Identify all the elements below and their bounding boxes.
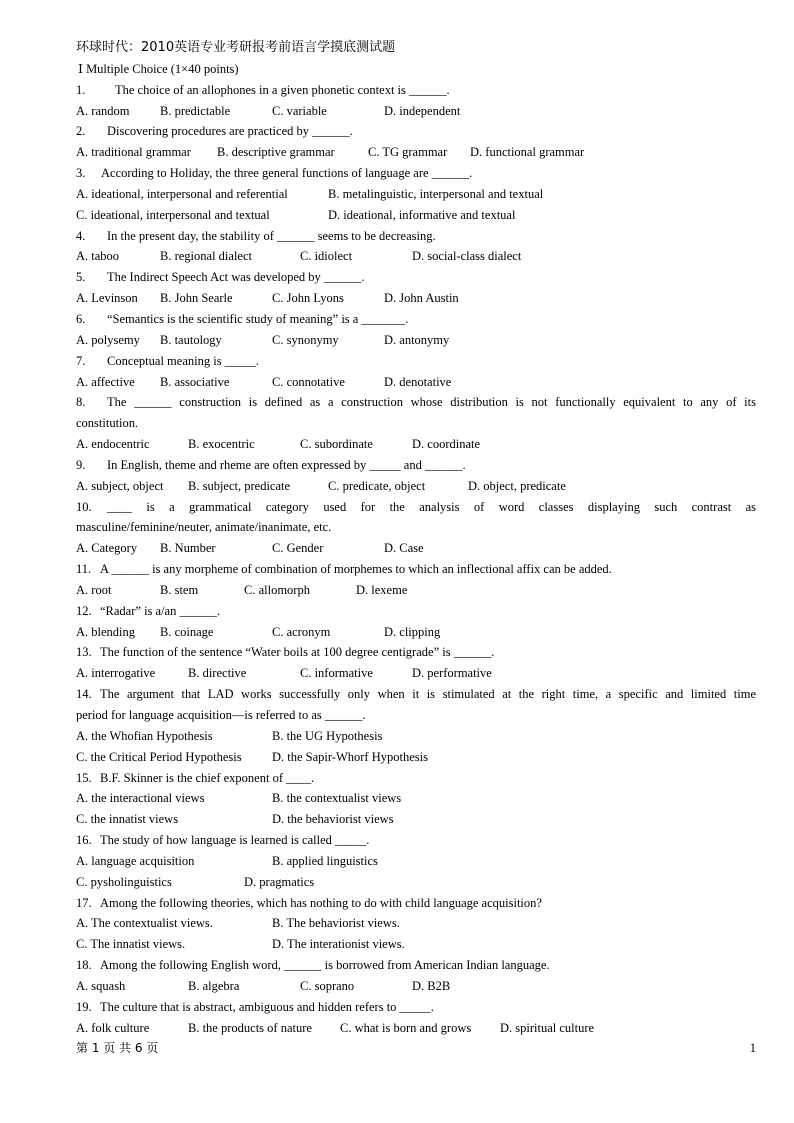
question-text: The argument that LAD works successfully only when it is stimulated at the right time, a specific and limited time xyxy=(100,687,756,702)
question-number: 3. xyxy=(76,166,86,181)
options-row xyxy=(76,663,756,684)
option-c: C. variable xyxy=(272,103,327,118)
options-row xyxy=(76,246,756,267)
options-row xyxy=(76,747,756,768)
question-number: 18. xyxy=(76,958,92,973)
option-a: A. ideational, interpersonal and referential xyxy=(76,186,288,201)
option-d: D. pragmatics xyxy=(244,874,315,889)
option-b: B. regional dialect xyxy=(160,249,252,264)
question-15 xyxy=(76,768,756,789)
option-c: C. idiolect xyxy=(300,249,353,264)
option-d: D. social-class dialect xyxy=(412,249,522,264)
option-c: C. informative xyxy=(300,666,373,681)
option-d: D. ideational, informative and textual xyxy=(328,207,516,222)
option-b: B. metalinguistic, interpersonal and textual xyxy=(328,186,544,201)
document-page xyxy=(76,38,756,1039)
option-b: B. the products of nature xyxy=(188,1020,312,1035)
option-d: D. independent xyxy=(384,103,461,118)
option-b: B. The behaviorist views. xyxy=(272,916,400,931)
question-10 xyxy=(76,497,756,518)
question-11 xyxy=(76,559,756,580)
option-d: D. spiritual culture xyxy=(500,1020,595,1035)
question-number: 14. xyxy=(76,687,92,702)
option-a: A. random xyxy=(76,103,130,118)
option-d: D. coordinate xyxy=(412,437,481,452)
question-number: 2. xyxy=(76,124,86,139)
question-18 xyxy=(76,955,756,976)
question-number: 10. xyxy=(76,499,92,514)
option-d: D. Case xyxy=(384,541,424,556)
option-b: B. tautology xyxy=(160,332,222,347)
question-text: The study of how language is learned is called _____. xyxy=(100,833,370,848)
question-4 xyxy=(76,226,756,247)
question-number: 15. xyxy=(76,770,92,785)
option-d: D. object, predicate xyxy=(468,478,566,493)
question-number: 13. xyxy=(76,645,92,660)
options-row xyxy=(76,372,756,393)
option-b: B. descriptive grammar xyxy=(217,145,335,160)
options-row xyxy=(76,101,756,122)
option-a: A. folk culture xyxy=(76,1020,150,1035)
question-16 xyxy=(76,830,756,851)
options-row xyxy=(76,434,756,455)
option-c: C. acronym xyxy=(272,624,331,639)
question-8 xyxy=(76,392,756,413)
option-b: B. algebra xyxy=(188,978,240,993)
option-c: C. ideational, interpersonal and textual xyxy=(76,207,270,222)
options-row xyxy=(76,288,756,309)
options-row xyxy=(76,330,756,351)
question-text: A ______ is any morpheme of combination of morphemes to which an inflectional affix can be added. xyxy=(100,562,612,577)
question-text: In the present day, the stability of ______ seems to be decreasing. xyxy=(107,228,436,243)
question-number: 11. xyxy=(76,562,92,577)
question-text: ____ is a grammatical category used for the analysis of word classes displaying such contrast as xyxy=(107,499,756,514)
option-b: B. John Searle xyxy=(160,291,233,306)
option-a: A. endocentric xyxy=(76,437,150,452)
question-number: 1. xyxy=(76,82,86,97)
question-text: Discovering procedures are practiced by ______. xyxy=(107,124,353,139)
option-a: A. squash xyxy=(76,978,126,993)
option-b: B. exocentric xyxy=(188,437,255,452)
option-c: C. synonymy xyxy=(272,332,339,347)
option-b: B. subject, predicate xyxy=(188,478,291,493)
option-a: A. language acquisition xyxy=(76,853,195,868)
options-row xyxy=(76,976,756,997)
option-b: B. associative xyxy=(160,374,230,389)
option-d: D. the Sapir-Whorf Hypothesis xyxy=(272,749,428,764)
option-c: C. the innatist views xyxy=(76,812,179,827)
question-text: In English, theme and rheme are often expressed by _____ and ______. xyxy=(107,457,466,472)
option-b: B. the contextualist views xyxy=(272,791,402,806)
option-a: A. the interactional views xyxy=(76,791,205,806)
option-a: A. root xyxy=(76,582,112,597)
option-c: C. predicate, object xyxy=(328,478,426,493)
question-text-continued: masculine/feminine/neuter, animate/inanimate, etc. xyxy=(76,520,332,535)
options-row xyxy=(76,788,756,809)
option-b: B. stem xyxy=(160,582,199,597)
option-a: A. the Whofian Hypothesis xyxy=(76,728,213,743)
options-row xyxy=(76,476,756,497)
option-c: C. TG grammar xyxy=(368,145,448,160)
option-a: A. traditional grammar xyxy=(76,145,191,160)
option-a: A. interrogative xyxy=(76,666,156,681)
option-d: D. functional grammar xyxy=(470,145,585,160)
option-c: C. the Critical Period Hypothesis xyxy=(76,749,242,764)
question-text: According to Holiday, the three general functions of language are ______. xyxy=(101,166,473,181)
question-number: 8. xyxy=(76,395,86,410)
question-text: “Semantics is the scientific study of meaning” is a _______. xyxy=(107,311,409,326)
question-2 xyxy=(76,121,756,142)
option-b: B. the UG Hypothesis xyxy=(272,728,383,743)
page-footer xyxy=(76,1038,756,1058)
question-3 xyxy=(76,163,756,184)
option-d: D. B2B xyxy=(412,978,451,993)
question-number: 6. xyxy=(76,311,86,326)
options-row xyxy=(76,142,756,163)
question-12 xyxy=(76,601,756,622)
options-row xyxy=(76,726,756,747)
question-number: 5. xyxy=(76,270,86,285)
question-text: The ______ construction is defined as a construction whose distribution is not functionally equivalent to any of its xyxy=(107,395,756,410)
question-5 xyxy=(76,267,756,288)
options-row xyxy=(76,1018,756,1039)
question-14 xyxy=(76,684,756,705)
options-row xyxy=(76,205,756,226)
question-number: 16. xyxy=(76,833,92,848)
option-b: B. predictable xyxy=(160,103,231,118)
question-19 xyxy=(76,997,756,1018)
question-number: 4. xyxy=(76,228,86,243)
option-a: A. taboo xyxy=(76,249,120,264)
question-17 xyxy=(76,893,756,914)
question-number: 19. xyxy=(76,999,92,1014)
question-text: The function of the sentence “Water boils at 100 degree centigrade” is ______. xyxy=(100,645,495,660)
question-text-continued: period for language acquisition—is referred to as ______. xyxy=(76,708,366,722)
question-number: 7. xyxy=(76,353,86,368)
question-6 xyxy=(76,309,756,330)
option-d: D. John Austin xyxy=(384,291,459,306)
question-1 xyxy=(76,80,756,101)
options-row xyxy=(76,622,756,643)
option-c: C. Gender xyxy=(272,541,324,556)
options-row xyxy=(76,872,756,893)
option-d: D. lexeme xyxy=(356,582,408,597)
option-c: C. subordinate xyxy=(300,437,373,452)
option-c: C. connotative xyxy=(272,374,345,389)
question-text: Among the following theories, which has nothing to do with child language acquisition? xyxy=(100,895,542,910)
option-a: A. Levinson xyxy=(76,291,138,306)
question-text-continued: constitution. xyxy=(76,416,139,431)
question-text: B.F. Skinner is the chief exponent of ____. xyxy=(100,770,315,785)
option-b: B. coinage xyxy=(160,624,214,639)
question-number: 17. xyxy=(76,895,92,910)
question-13 xyxy=(76,642,756,663)
option-d: D. The interationist views. xyxy=(272,937,405,952)
options-row xyxy=(76,184,756,205)
option-d: D. denotative xyxy=(384,374,452,389)
question-7 xyxy=(76,351,756,372)
question-9 xyxy=(76,455,756,476)
question-text: The choice of an allophones in a given phonetic context is ______. xyxy=(115,82,450,97)
question-text: The culture that is abstract, ambiguous and hidden refers to _____. xyxy=(100,999,434,1014)
options-row xyxy=(76,934,756,955)
option-b: B. directive xyxy=(188,666,247,681)
option-a: A. affective xyxy=(76,374,135,389)
option-c: C. pysholinguistics xyxy=(76,874,172,889)
option-d: D. the behaviorist views xyxy=(272,812,394,827)
options-row xyxy=(76,580,756,601)
question-text: Conceptual meaning is _____. xyxy=(107,353,260,368)
option-d: D. performative xyxy=(412,666,492,681)
option-a: A. polysemy xyxy=(76,332,140,347)
option-c: C. soprano xyxy=(300,978,355,993)
options-row xyxy=(76,851,756,872)
page-number: 1 xyxy=(749,1041,756,1055)
option-a: A. The contextualist views. xyxy=(76,916,213,931)
option-a: A. blending xyxy=(76,624,136,639)
question-text: The Indirect Speech Act was developed by ______. xyxy=(107,270,365,285)
option-c: C. John Lyons xyxy=(272,291,344,306)
option-c: C. what is born and grows xyxy=(340,1020,472,1035)
option-d: D. antonymy xyxy=(384,332,450,347)
option-a: A. subject, object xyxy=(76,478,164,493)
question-number: 9. xyxy=(76,457,86,472)
option-a: A. Category xyxy=(76,541,138,556)
option-c: C. The innatist views. xyxy=(76,937,186,952)
option-b: B. Number xyxy=(160,541,216,556)
options-row xyxy=(76,809,756,830)
section-heading: Ⅰ Multiple Choice (1×40 points) xyxy=(78,61,239,76)
question-text: Among the following English word, ______ is borrowed from American Indian language. xyxy=(100,958,550,973)
question-number: 12. xyxy=(76,603,92,618)
option-b: B. applied linguistics xyxy=(272,853,378,868)
option-d: D. clipping xyxy=(384,624,441,639)
question-text: “Radar” is a/an ______. xyxy=(100,603,221,618)
options-row xyxy=(76,913,756,934)
page-info: 第 1 页 共 6 页 xyxy=(76,1041,159,1055)
options-row xyxy=(76,538,756,559)
document-title: 环球时代：2010英语专业考研报考前语言学摸底测试题 xyxy=(76,40,396,55)
option-c: C. allomorph xyxy=(244,582,310,597)
